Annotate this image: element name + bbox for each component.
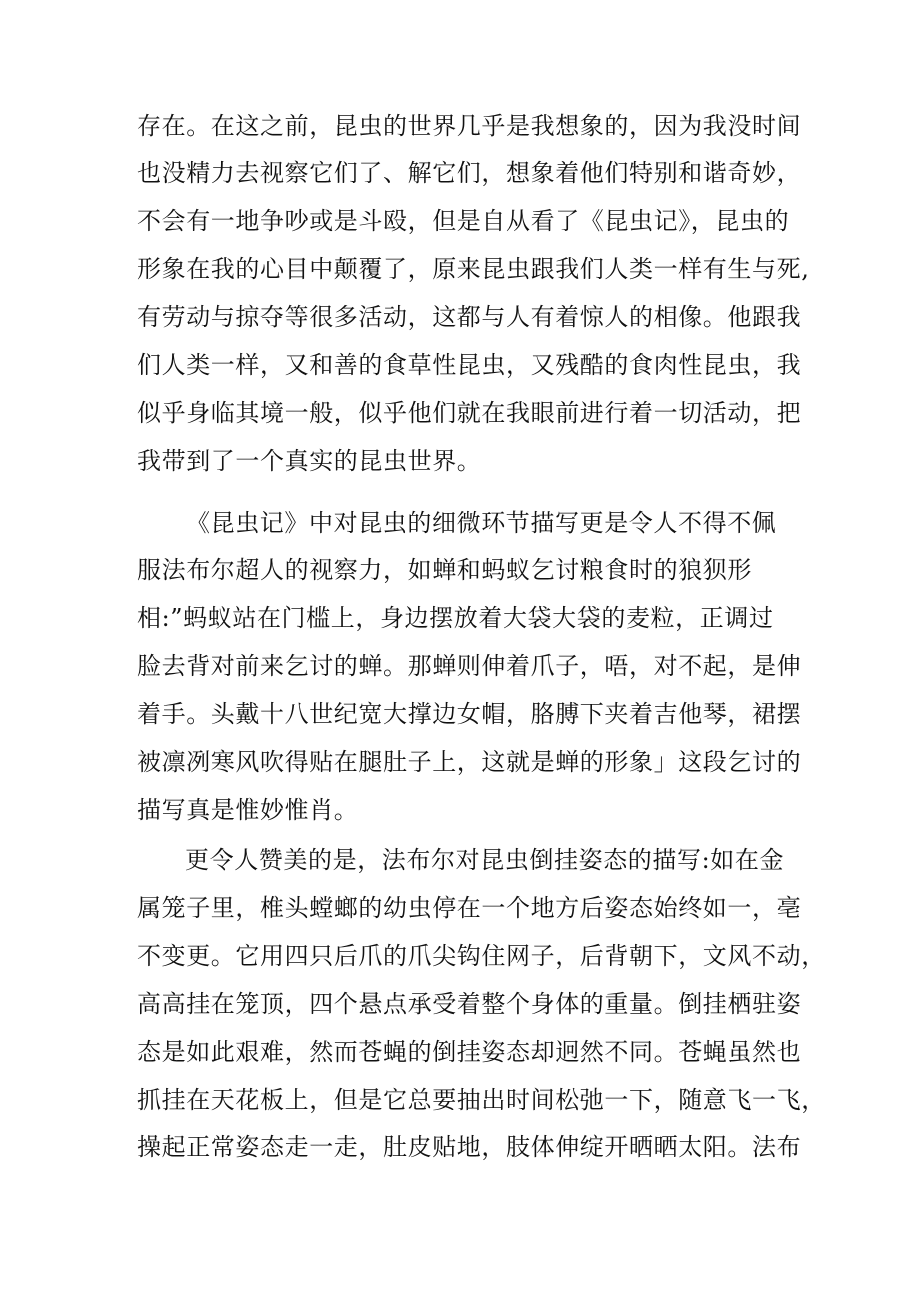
paragraph-3-line-2: 属笼子里，椎头螳螂的幼虫停在一个地方后姿态始终如一，亳 (137, 894, 802, 922)
paragraph-1-line-8: 我带到了一个真实的昆虫世界。 (137, 447, 482, 475)
paragraph-2-line-1: 《昆虫记》中对昆虫的细微环节描写更是令人不得不佩 (186, 509, 777, 537)
paragraph-2-line-7: 描写真是惟妙惟肖。 (137, 796, 359, 824)
paragraph-1-line-6: 们人类一样，又和善的食草性昆虫，又残酷的食肉性昆虫，我 (137, 351, 802, 379)
paragraph-3-line-5: 态是如此艰难，然而苍蝇的倒挂姿态却迥然不同。苍蝇虽然也 (137, 1038, 802, 1066)
paragraph-2-line-6: 被凛冽寒风吹得贴在腿肚子上，这就是蝉的形象」这段乞讨的 (137, 748, 802, 776)
paragraph-1-line-1: 存在。在这之前，昆虫的世界几乎是我想象的，因为我没时间 (137, 112, 802, 140)
paragraph-3-line-7: 操起正常姿态走一走，肚皮贴地，肢体伸绽开晒晒太阳。法布 (137, 1133, 802, 1161)
paragraph-1-line-2: 也没精力去视察它们了、解它们，想象着他们特别和谐奇妙， (137, 159, 802, 187)
paragraph-2-line-2: 服法布尔超人的视察力，如蝉和蚂蚁乞讨粮食时的狼狈形 (137, 556, 752, 584)
paragraph-3-line-1: 更令人赞美的是，法布尔对昆虫倒挂姿态的描写:如在金 (185, 846, 785, 874)
paragraph-3-line-4: 高高挂在笼顶，四个悬点承受着整个身体的重量。倒挂栖驻姿 (137, 990, 802, 1018)
paragraph-2-line-3: 相:”蚂蚁站在门槛上，身边摆放着大袋大袋的麦粒，正调过 (137, 604, 774, 632)
paragraph-1-line-5: 有劳动与掠夺等很多活动，这都与人有着惊人的相像。他跟我 (137, 303, 802, 331)
paragraph-3-line-6: 抓挂在天花板上，但是它总要抽出时间松弛一下，随意飞一飞， (137, 1086, 826, 1114)
paragraph-2-line-5: 着手。头戴十八世纪宽大撑边女帽，胳膊下夹着吉他琴，裙摆 (137, 700, 802, 728)
paragraph-1-line-4: 形象在我的心目中颠覆了，原来昆虫跟我们人类一样有生与死, (137, 255, 810, 283)
paragraph-3-line-3: 不变更。它用四只后爪的爪尖钩住网子，后背朝下，文风不动， (137, 942, 826, 970)
paragraph-1-line-3: 不会有一地争吵或是斗殴，但是自从看了《昆虫记》，昆虫的 (137, 207, 790, 235)
paragraph-1-line-7: 似乎身临其境一般，似乎他们就在我眼前进行着一切活动，把 (137, 399, 802, 427)
paragraph-2-line-4: 脸去背对前来乞讨的蝉。那蝉则伸着爪子，唔，对不起，是伸 (137, 652, 802, 680)
